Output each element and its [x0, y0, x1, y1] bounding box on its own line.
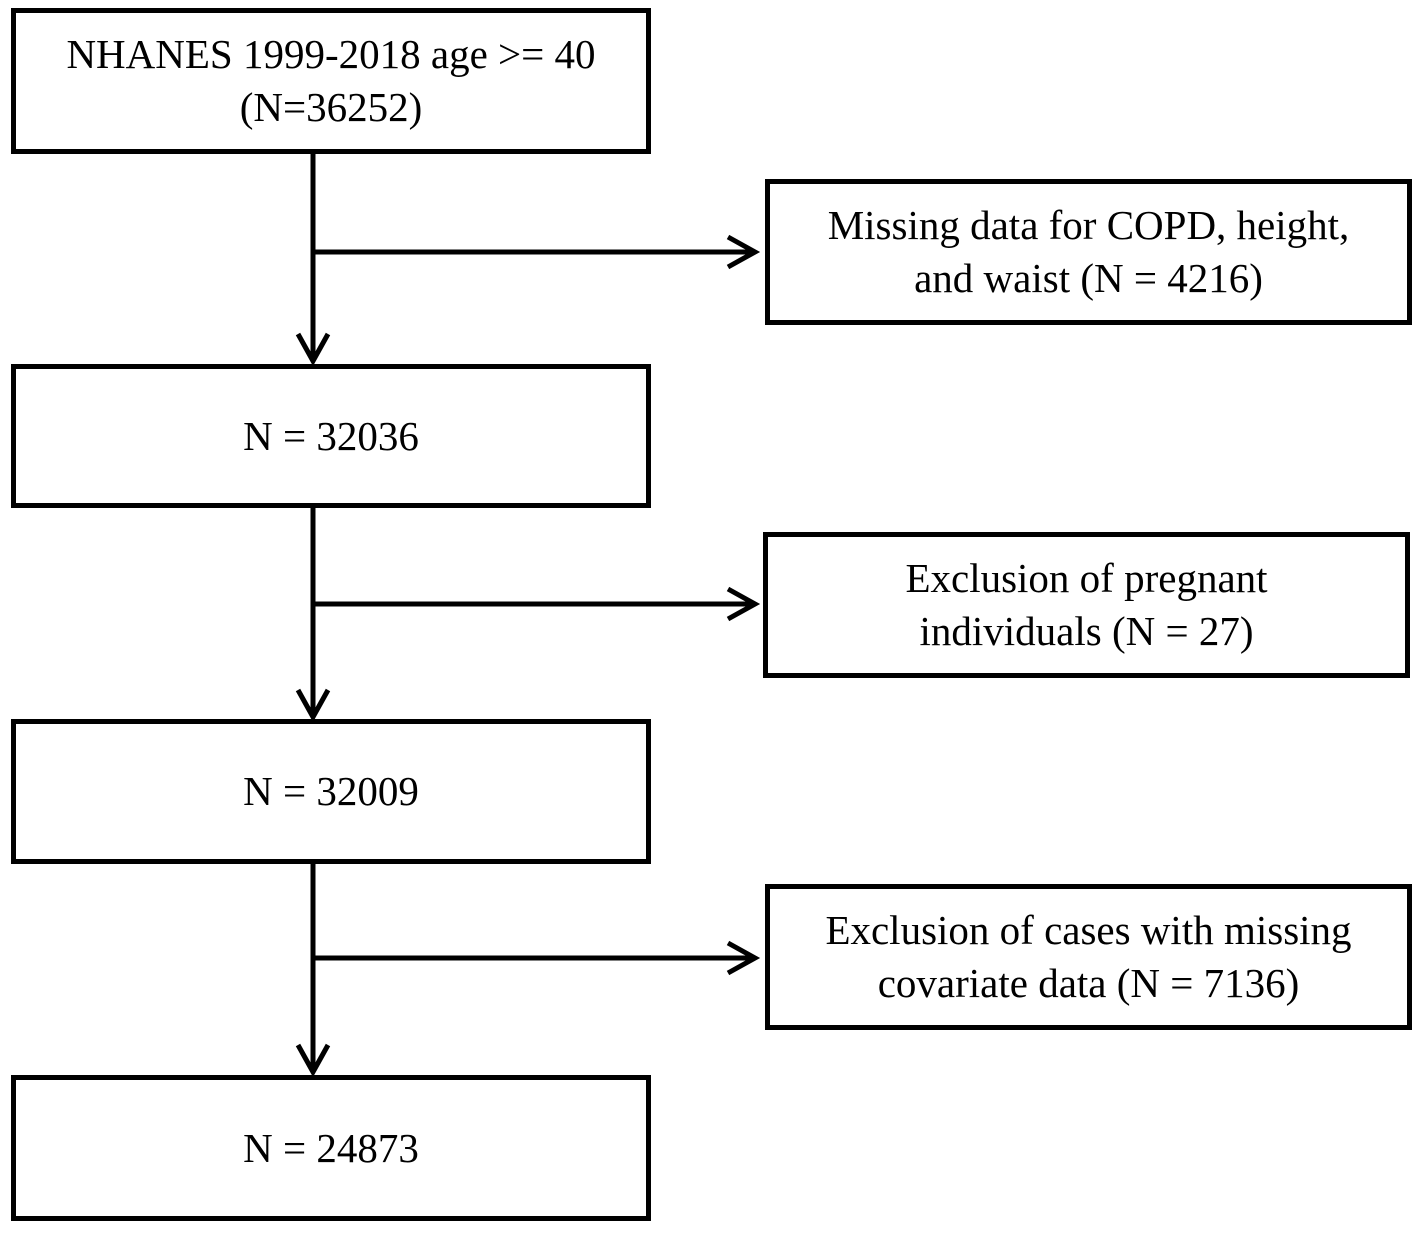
- exclusion-box-3-line-1: Exclusion of cases with missing: [825, 907, 1352, 953]
- exclusion-box-2-line-1: Exclusion of pregnant: [905, 555, 1268, 601]
- step-box-1-line-2: (N=36252): [239, 84, 423, 130]
- step-box-4-line-1: N = 24873: [243, 1124, 419, 1171]
- step-box-1-line-1: NHANES 1999-2018 age >= 40: [66, 31, 596, 77]
- exclusion-box-1: [765, 179, 1412, 325]
- step-box-2: [11, 364, 651, 508]
- step-box-3: [11, 719, 651, 864]
- exclusion-box-2: [763, 532, 1410, 678]
- exclusion-box-3: [765, 884, 1412, 1030]
- exclusion-box-2-line-2: individuals (N = 27): [919, 608, 1254, 654]
- step-box-1: [11, 8, 651, 154]
- exclusion-box-1-line-1: Missing data for COPD, height,: [827, 202, 1350, 248]
- exclusion-box-3-line-2: covariate data (N = 7136): [877, 960, 1300, 1006]
- exclusion-box-1-line-2: and waist (N = 4216): [914, 255, 1263, 301]
- step-box-4: [11, 1075, 651, 1221]
- step-box-3-line-1: N = 32009: [243, 768, 419, 814]
- step-box-2-line-1: N = 32036: [243, 412, 419, 459]
